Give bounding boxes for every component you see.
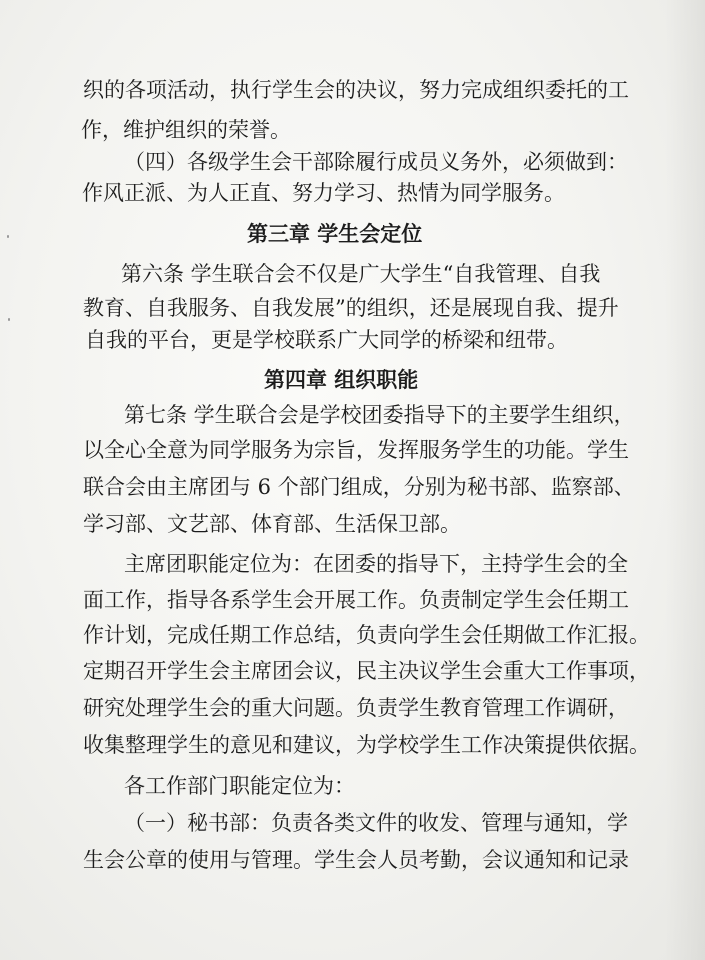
text-line: 收集整理学生的意见和建议，为学校学生工作决策提供依据。: [83, 733, 650, 757]
text-line: 第六条 学生联合会不仅是广大学生“自我管理、自我: [121, 262, 601, 286]
text-line: 学习部、文艺部、体育部、生活保卫部。: [83, 512, 461, 536]
paper-speck: [7, 235, 9, 238]
text-line: 作计划，完成任期工作总结，负责向学生会任期做工作汇报。: [83, 623, 650, 647]
text-line: 织的各项活动，执行学生会的决议，努力完成组织委托的工: [83, 78, 629, 102]
text-line: 作风正派、为人正直、努力学习、热情为同学服务。: [82, 181, 565, 205]
text-line: 作，维护组织的荣誉。: [81, 118, 291, 142]
chapter-heading: 第四章 组织职能: [264, 368, 419, 392]
text-line: 以全心全意为同学服务为宗旨，发挥服务学生的功能。学生: [83, 438, 629, 462]
text-line: 联合会由主席团与 6 个部门组成，分别为秘书部、监察部、: [83, 475, 635, 499]
text-line: 面工作，指导各系学生会开展工作。负责制定学生会任期工: [83, 588, 629, 612]
text-line: 研究处理学生会的重大问题。负责学生教育管理工作调研，: [83, 696, 629, 720]
text-line: 生会公章的使用与管理。学生会人员考勤，会议通知和记录: [83, 848, 629, 872]
text-line: 自我的平台，更是学校联系广大同学的桥梁和纽带。: [85, 328, 568, 352]
text-line: 各工作部门职能定位为：: [124, 774, 355, 798]
text-line: 教育、自我服务、自我发展”的组织，还是展现自我、提升: [83, 296, 619, 320]
text-line: （四）各级学生会干部除履行成员义务外，必须做到：: [124, 150, 628, 174]
text-line: 定期召开学生会主席团会议，民主决议学生会重大工作事项，: [83, 659, 650, 683]
paper-speck: [8, 318, 10, 321]
chapter-heading: 第三章 学生会定位: [247, 222, 423, 246]
text-line: 第七条 学生联合会是学校团委指导下的主要学生组织，: [124, 403, 635, 427]
text-line: 主席团职能定位为：在团委的指导下，主持学生会的全: [124, 552, 628, 576]
text-line: （一）秘书部：负责各类文件的收发、管理与通知，学: [124, 811, 628, 835]
